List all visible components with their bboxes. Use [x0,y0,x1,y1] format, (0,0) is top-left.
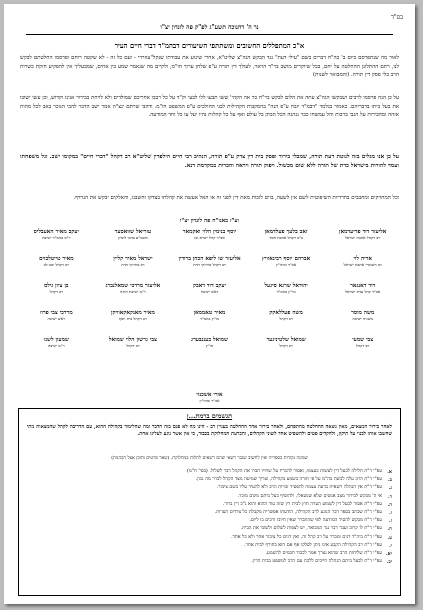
list-item-number: ב. [388,477,392,484]
signature-title: אב"ד קהל ישרא וכו [194,235,225,240]
signature-block [18,228,95,255]
signature-block [324,255,401,282]
signature-name: עזריאל שוואסער [114,229,152,235]
list-item [27,551,392,558]
list-item-text: עפ"י ד"ת אין הנהלה רשאית בדעת עצמה להפסיד זכויות הרב ולא להעיד עליו בשם ציבור. [216,485,382,491]
list-item-number: ז. [388,518,392,525]
signature-name: זאב בלעך פעלדמאן [264,229,308,235]
signature-name: מאיר טייטלבוים [39,256,74,262]
signature-name: צבי גרשון הלוי שמואל [108,337,157,343]
signature-block [171,309,248,336]
numbered-list [27,469,392,567]
list-item [27,510,392,517]
signature-name: אברהם יוסף רבינאוויץ [262,256,311,262]
signature-title: רב דקהל יטב לב [43,262,69,267]
signatures-heading: וע"ז באנו"ח פה לונדון יצ"ו [179,218,240,224]
list-item-number: ה. [387,501,392,508]
signature-block [171,255,248,282]
signature-block [324,336,401,363]
section-title: תגשמים ברמת...ן [186,412,233,420]
paragraph-2: על כן הנה פרסמו לרבים ושבקשו הגה"צ עתה את הלום לבקש בר"ח בר אה הקהי' ששו תבעו ללו לבעי וק"ד על כל רבבו אחריכם שמולדים ולא לויחת בבירור אנינו וקדוש, וכן עשו ישובו את בעל ביתו בדבריהם. כאמור בגלמד "דבמ"ד יזבח ע"פ הנה" בהסקבות הקהילות לבני ההולכים ע"פ המשפט חו"מ. ודהבי שרתם ינצ"ה אמר ישב הדבר להבי הנזכר באב לכל מהות אזהה ומהבירות על הגבי ברבות והל עמשחו כבר נגהגה הכל הבתן בל עולם ואף על כל קהלות נהיו יעל עו כל וחד המודעה. [20,95,399,119]
signatures-grid [18,228,401,390]
signature-name: אורי אשכנזי [196,392,223,398]
signature-title: רב דקהל מחזיקי הדת [193,262,226,267]
notice-heading: א"כ המתפללים החשובים ומשתתפי השיעורים דבהמ"ד דברי חיים העיר [114,42,305,50]
list-item-text: עפ"י ד"ת לבעל ביתם הנהלה חייבים ללכת עם הרב למשפט בבית הדין. [251,559,382,565]
signature-name: שמעון לשנו [43,337,69,343]
signature-name: מאיר מאנקאקאוויקן [111,310,155,316]
signature-name: אליעזר מרדכי שמאלנברג [105,283,161,289]
signature-name: אריה לוי [353,256,372,262]
signature-block [248,336,325,363]
notice-page [4,4,415,604]
signature-name: יוסף בנימין הלוי ואקמאר [182,229,237,235]
signature-block [95,282,172,309]
signature-title: מו"ץ בהמ"ד [276,289,296,294]
list-item [27,518,392,525]
list-item-number: י. [389,542,392,549]
list-item-number: א. [387,469,392,475]
signature-title: רב דקהל [49,289,64,294]
list-item-text: עפ"י ד"ת ביה"ד דנים ומברר על רב קהל זה, ואין דנים כל ציבור אחר ולא כל אחד. [231,534,382,540]
signature-title: רב דקהל אהבת ישראל [345,235,381,240]
signature-block [248,309,325,336]
signature-block [171,336,248,363]
signature-name: יעקב דוד דאבק [193,283,226,289]
list-item [27,535,392,542]
list-item [27,485,392,492]
signature-name: צבי שמעי [352,337,374,343]
signature-title: רב דקהל [356,343,370,348]
signature-title: ראש ישיבה [200,289,219,294]
paragraph-1: לאור מה שנתפרסם ביום ב' בה"ח דברים בשם "עילי דעת" נגד הבקש הגה"צ שליט"א, אחרי שינוע את עבודתו שנקל"עוזרדי - ועם כל זה - לא שקטה רוחם ופרסמו החלטתם לבקש לנו, רתם ההתלונן ההחלטה על יחם, בכל שיוקרים מושב בר"ד הראוי, לעולך דין תורה ע"פ שלחן ערוך חו"מ, ולקיים מה שנאמר שמע בין אחים, שמבעליך אין להפקיע חזקת כשרות הרב בלי פסק דין תורה. (והמבואר לשנות) [20,55,399,79]
list-item [27,543,392,550]
signature-title: אב"ד קהל עדת ישראל [345,289,381,294]
signature-title: ב"ב דקהל אהבת חסד [269,235,303,240]
signature-title: משמ"ע בדנזו לונדון [118,235,148,240]
list-item-text: עפ"י ד"ת שליחות הרב שהוא נצרך אמר לכבוד חכמים להשמע. [265,550,382,556]
list-item-text: עפ"י ד"ת חלילה לבעל דין לעשות בעצמו, ואסור להכריז על שחייו חברו את הקהל דבר לשלול. (בסי' ח"מ) [187,469,382,474]
list-item-text: עפ"י ד"ת לו קרוב ועבר דבר נגד המבואר, יש לצפות לשלום ולשובי את הבית. [240,526,382,532]
section-intro: לאחר בירור המצאים, מאין נשאה ההחלטה מהתפחם, ולאחר בירור אחר ההחלטה בעניין רב - הינו מה לא פגם בזה הדבר ומה שהלימוד בקהילה ההוא, עם הדריבה לקהל שהמצאות מתי שחשבו אותו לבנוי על תיקון, ולהקדים פטים ולהשפיט אחד לשוני הקהלים, והכרעת המחלוקת בכבוד, כי אין אשר נוגע לעלינו אחת. [27,424,392,438]
list-item [27,502,392,509]
paragraph-4: וכל המחזיקים ומחבבים בחרדיות השיפוטית לשם אין לשעה, בוים לזכות מאת דין לפני זה או האל אעשה את קהלתו בצדקו וחשבנו, והאלקים יבקש את הנרדף. [73,195,399,201]
signature-name: אליעזר שו ליפא הכהן ברודין [178,256,241,262]
signature-title: משגיח ישיבת [352,316,373,321]
signature-title: מו"ץ בהמ"ד [200,316,219,321]
signature-title: ר"מ ישיבה [48,343,65,348]
list-item-text: עפ"י ד"ת רב הקהילה הקבע אינו ניתן לסלקו אף אם הוא בחורף לבית אחר. [244,542,382,548]
signature-name: יהודאל שרגא סיגעל [264,283,308,289]
bordered-section [18,408,401,596]
signature-title: ר"מ בהמ"ד ישיבת [42,235,71,240]
section-subnote: שמונה נקודות בספריה ואין לחשוב שגבר רשאי שהם רשאים לתלות במחלוקת. (שאר פרטים ותוכן אצל הכהנות) [111,456,308,461]
signature-title: רב דקהל [126,343,140,348]
date-line: נר ה' דחנוכה תשע"ג לפ"ק פה לונדון יצ"ו [26,24,393,35]
signature-title: אב"ד ומוה"ץ [276,262,297,267]
list-item-text: אי ה' מבקש לבירור מצב אנשים שלא שנשאלו, ולהוסיף בעל ביתם מקום מוכר. [237,493,382,499]
signature-block [171,282,248,309]
signature-block [324,282,401,309]
list-item [27,477,392,484]
list-item [27,559,392,566]
signature-block [171,228,248,255]
list-item [27,494,392,501]
signature-title: ראש ישיבה [47,316,66,321]
list-item [27,526,392,533]
signature-block [248,228,325,255]
signature-title: רב מחזיקי הדת [121,262,145,267]
signature-name: מרדכי צבי פרוז [39,310,73,316]
signature-title: רב דקהל [279,316,293,321]
bsd-header: בס"ד [391,14,403,21]
signature-title: אב"ד ומוה"ץ [199,398,220,403]
signature-name: מאיר טאממאן [193,310,226,316]
signature-block [95,228,172,255]
list-item-number: ג. [388,485,392,492]
signature-title: מו"ץ [205,343,214,348]
signature-last [4,392,415,403]
signature-name: דוד דאנגאר [350,283,376,289]
signature-name: בן ציון גילס [44,283,69,289]
signature-block [95,309,172,336]
list-item-text: עפ"י ד"ת מבקש להסיר המודעה לפי שהתברר שאין חיובו ורבים בו ליום. [249,518,382,524]
signature-name: שמואל שלטיניגער [266,337,306,343]
list-item-text: עפ"י ד"ת הרב עלה לבשת בה"מ על פי תורה בשמע בקהילה, וצריך שמיעה מצד הקהל לברר מה נכון. [195,477,382,483]
list-item-text: עפ"י ד"ת שכתב בספר דבר הנוגע לרב הקהילה, הודעתו אפשרית מקבלת כל צדדים הערות. [214,509,382,515]
signature-title: ר"מ ישיבת תורה [120,289,146,294]
list-item [27,469,392,476]
signature-name: יעקב מאיר האעבליס [33,229,79,235]
signature-title: רב דשומרי אהבת ישראל [343,262,382,267]
list-item-number: ו. [389,509,392,516]
signature-block [18,336,95,363]
signature-block [18,255,95,282]
signature-name: ישראל מאיר קליין [113,256,153,262]
signature-name: אליעזר דוד פריעדמאן [339,229,387,235]
signature-block [248,255,325,282]
paragraph-3: על כן אנו מגלים בזה לנוטת דעת תורה, שמבלי בירור ופסק בית דין צדק ע"פ תורה, הנהיב רבי חיים הילפרין שליט"א רב דקהל "דברי חיים" במקומו ישב. ונל משפחתו ועמד להורות בישראל כדת של תורה ללא שום מכשול. ויפוק תורה ויראה והכרות במקדמת דנא. [20,154,399,169]
signature-name: משה פעללאקק [269,310,303,316]
signature-block [95,336,172,363]
signature-title: רב דקהל בית יוסף [119,316,147,321]
signature-block [95,255,172,282]
list-item-number: ח. [387,526,392,533]
signature-name: שמואל בעננבערג [191,337,228,343]
signature-block [18,282,95,309]
signature-title: רב דקהל [279,343,293,348]
list-item-text: עפ"י ד"ת אסור לבעל דין לשמוע הערה חוץ לבית דין שזה עוד ההוא והוא ג"כ דין ברור. [222,501,382,507]
list-item-number: ד. [388,493,392,500]
signature-block [248,282,325,309]
list-item-number: ט. [387,534,392,541]
list-item-number: יא. [385,550,392,557]
signature-block [324,228,401,255]
list-item-number: יב. [386,559,392,566]
signature-block [324,309,401,336]
signature-block [18,309,95,336]
signature-name: משה מוסר [351,310,375,316]
